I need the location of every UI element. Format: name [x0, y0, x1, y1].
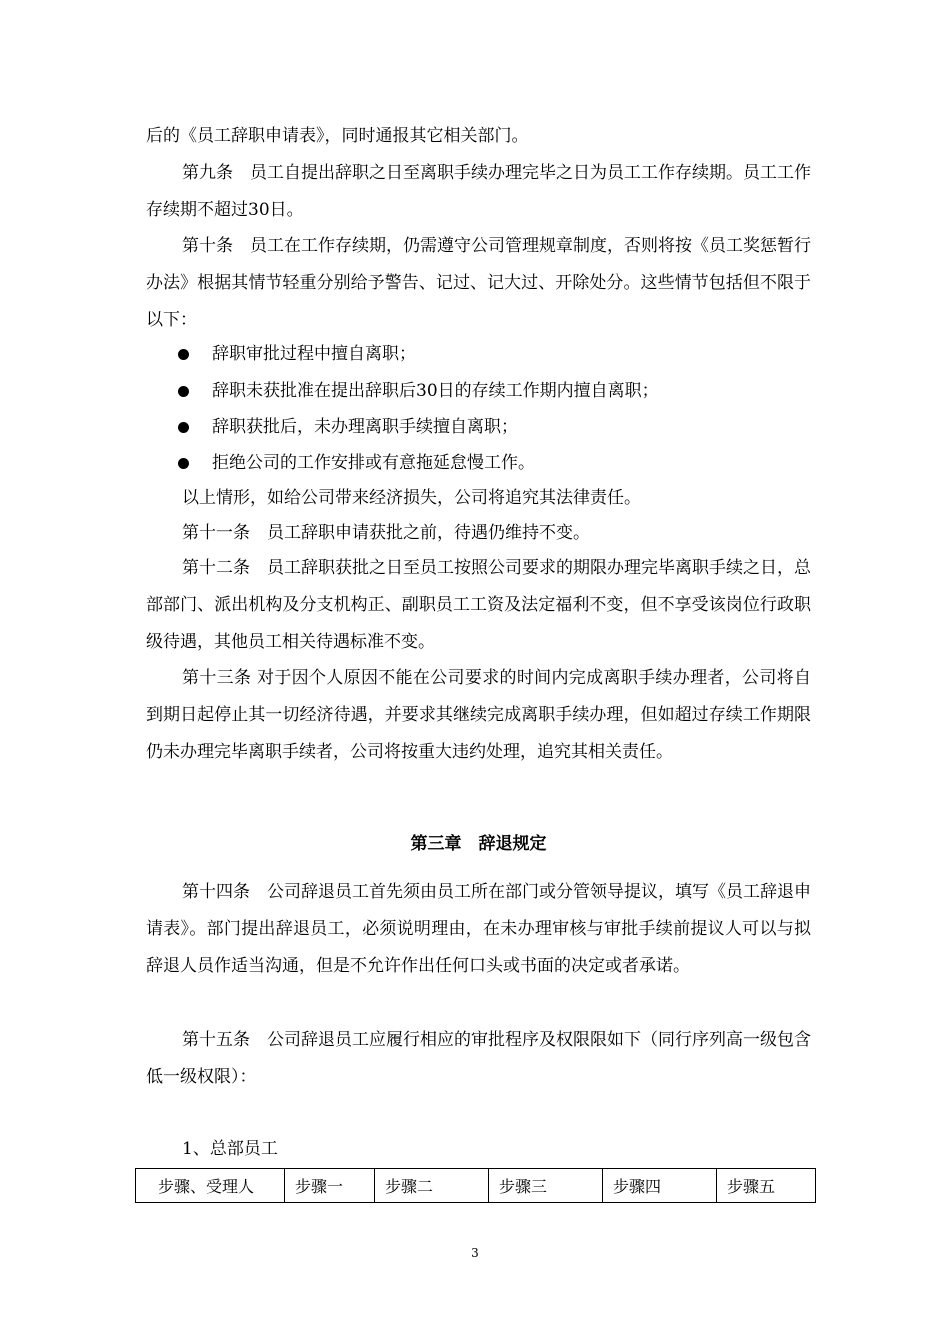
- list-item-text: 辞职获批后，未办理离职手续擅自离职；: [212, 417, 518, 437]
- table-header-cell: 步骤五: [717, 1169, 816, 1203]
- article-9: 第九条 员工自提出辞职之日至离职手续办理完毕之日为员工工作存续期。员工工作存续期不超过30日。: [146, 163, 811, 220]
- article-15: 第十五条 公司辞退员工应履行相应的审批程序及权限限如下（同行序列高一级包含低一级权限）：: [146, 1030, 811, 1087]
- table-header-cell: 步骤三: [489, 1169, 603, 1203]
- article-10: 第十条 员工在工作存续期，仍需遵守公司管理规章制度，否则将按《员工奖惩暂行办法》根据其情节轻重分别给予警告、记过、记大过、开除处分。这些情节包括但不限于以下：: [146, 236, 811, 330]
- list-item-text: 拒绝公司的工作安排或有意拖延怠慢工作。: [212, 453, 535, 473]
- table-header-cell: 步骤、受理人: [136, 1169, 285, 1203]
- bullet-icon: [178, 386, 189, 397]
- table-row: [136, 1169, 816, 1203]
- article-11: 第十一条 员工辞职申请获批之前，待遇仍维持不变。: [182, 523, 590, 543]
- list-item-text: 辞职审批过程中擅自离职；: [212, 344, 416, 364]
- approval-steps-table: [135, 1168, 816, 1203]
- page-number: 3: [471, 1246, 479, 1260]
- bullet-icon: [178, 422, 189, 433]
- bullet-icon: [178, 458, 189, 469]
- consequence-note: 以上情形，如给公司带来经济损失，公司将追究其法律责任。: [182, 488, 641, 508]
- paragraph-continuation: 后的《员工辞职申请表》，同时通报其它相关部门。: [146, 126, 529, 146]
- article-14: 第十四条 公司辞退员工首先须由员工所在部门或分管领导提议，填写《员工辞退申请表》。部门提出辞退员工，必须说明理由，在未办理审核与审批手续前提议人可以与拟辞退人员作适当沟通，但是不允许作出任何口头或书面的决定或者承诺。: [146, 882, 811, 976]
- table-header-cell: 步骤四: [603, 1169, 717, 1203]
- list-item-text: 辞职未获批准在提出辞职后30日的存续工作期内擅自离职；: [212, 381, 659, 401]
- chapter-heading: 第三章 辞退规定: [410, 834, 547, 854]
- table-header-cell: 步骤一: [285, 1169, 375, 1203]
- article-13: 第十三条 对于因个人原因不能在公司要求的时间内完成离职手续办理者，公司将自到期日起停止其一切经济待遇，并要求其继续完成离职手续办理，但如超过存续工作期限仍未办理完毕离职手续者，公司将按重大违约处理，追究其相关责任。: [146, 668, 811, 762]
- subsection-title: 1、总部员工: [182, 1139, 278, 1159]
- bullet-icon: [178, 349, 189, 360]
- table-header-cell: 步骤二: [375, 1169, 489, 1203]
- article-12: 第十二条 员工辞职获批之日至员工按照公司要求的期限办理完毕离职手续之日，总部部门、派出机构及分支机构正、副职员工工资及法定福利不变，但不享受该岗位行政职级待遇，其他员工相关待遇标准不变。: [146, 558, 811, 652]
